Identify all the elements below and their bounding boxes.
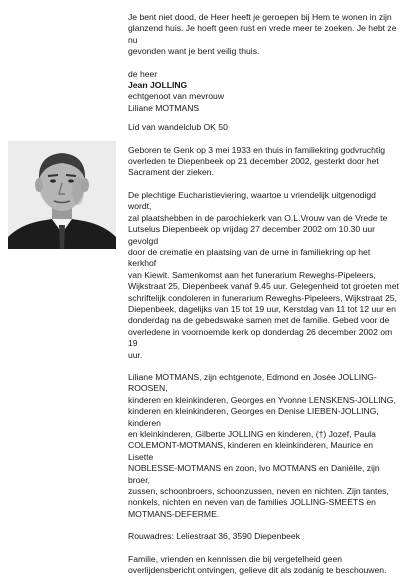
spouse-intro: echtgenoot van mevrouw — [128, 91, 225, 102]
text-line: schriftelijk condoleren in funerarium Reweghs-Pipeleers, Wijkstraat 25, — [128, 292, 397, 303]
text-line: Liliane MOTMANS, zijn echtgenote, Edmond en Josée JOLLING-ROOSEN, — [128, 371, 377, 394]
text-line: overledene in voornoemde kerk op donderdag 26 december 2002 om 19 — [128, 326, 393, 349]
poem-line: Je bent niet dood, de Heer heeft je geroepen bij Hem te wonen in zijn — [128, 12, 392, 22]
poem-line: glanzend huis. Je hoeft geen rust en vrede meer te zoeken. Je hebt ze nu — [128, 23, 397, 45]
portrait-image — [8, 141, 116, 249]
family-paragraph — [128, 372, 400, 520]
mourning-address: Rouwadres: Leliestraat 36, 3590 Diepenbeek — [128, 531, 300, 542]
text-line: Lutselus Diepenbeek op vrijdag 27 december 2002 om 10.30 uur gevolgd — [128, 224, 375, 246]
portrait-photo — [8, 141, 116, 249]
closing-paragraph — [128, 554, 400, 576]
poem-line: gevonden want je bent veilig thuis. — [128, 46, 260, 57]
text-line: NOBLESSE-MOTMANS en zoon, Ivo MOTMANS en Daniëlle, zijn broer, — [128, 463, 380, 485]
text-line: zussen, schoonbroers, schoonzussen, neven en nichten. Zijn tantes, — [128, 486, 389, 497]
text-line: Wijkstraat 25, Diepenbeek vanaf 9.45 uur. Gelegenheid tot groeten met — [128, 281, 399, 292]
ceremony-paragraph — [128, 190, 400, 361]
text-line: COLEMONT-MOTMANS, kinderen en kleinkinderen, Maurice en Lisette — [128, 440, 374, 462]
text-line: Diepenbeek, dagelijks van 15 tot 19 uur, Kerstdag van 11 tot 12 uur en — [128, 303, 396, 314]
text-line: Familie, vrienden en kennissen die bij vergetelheid geen — [128, 553, 343, 564]
text-line: kinderen en kleinkinderen, Georges en Denise LIEBEN-JOLLING, kinderen — [128, 406, 379, 428]
text-line: kinderen en kleinkinderen, Georges en Yvonne LENSKENS-JOLLING, — [128, 394, 396, 405]
text-line: overlijdensbericht ontvingen, gelieve dit als zodanig te beschouwen. — [128, 565, 387, 576]
text-line: MOTMANS-DEFERME. — [128, 508, 220, 519]
text-line: De plechtige Eucharistieviering, waartoe u vriendelijk uitgenodigd wordt, — [128, 189, 376, 212]
text-line: van Kiewit. Samenkomst aan het funerarium Reweghs-Pipeleers, — [128, 269, 376, 280]
text-line: door de crematie en plaatsing van de urne in familiekring op het kerkhof — [128, 246, 371, 269]
poem — [128, 12, 400, 58]
spouse-name: Liliane MOTMANS — [128, 102, 200, 113]
deceased-name: Jean JOLLING — [128, 80, 188, 91]
birth-death-paragraph — [128, 145, 400, 179]
text-line: en kleinkinderen, Gilberte JOLLING en kinderen, (†) Jozef, Paula — [128, 429, 376, 439]
text-line: nonkels, nichten en neven van de families JOLLING-SMEETS en — [128, 497, 376, 508]
text-line: overleden te Diepenbeek op 21 december 2002, gesterkt door het — [128, 156, 379, 167]
text-line: Geboren te Genk op 3 mei 1933 en thuis in familiekring godvruchtig — [128, 144, 386, 155]
text-line: donderdag na de gebedswake samen met de familie. Gebed voor de — [128, 315, 390, 326]
obituary-text — [128, 12, 400, 576]
announcement-intro: de heer — [128, 68, 158, 79]
announcement — [128, 69, 400, 134]
club-membership: Lid van wandelclub OK 50 — [128, 122, 228, 133]
text-line: zal plaatshebben in de parochiekerk van O.L.Vrouw van de Vrede te — [128, 212, 388, 223]
text-line: uur. — [128, 349, 143, 360]
text-line: Sacrament der zieken. — [128, 167, 214, 178]
